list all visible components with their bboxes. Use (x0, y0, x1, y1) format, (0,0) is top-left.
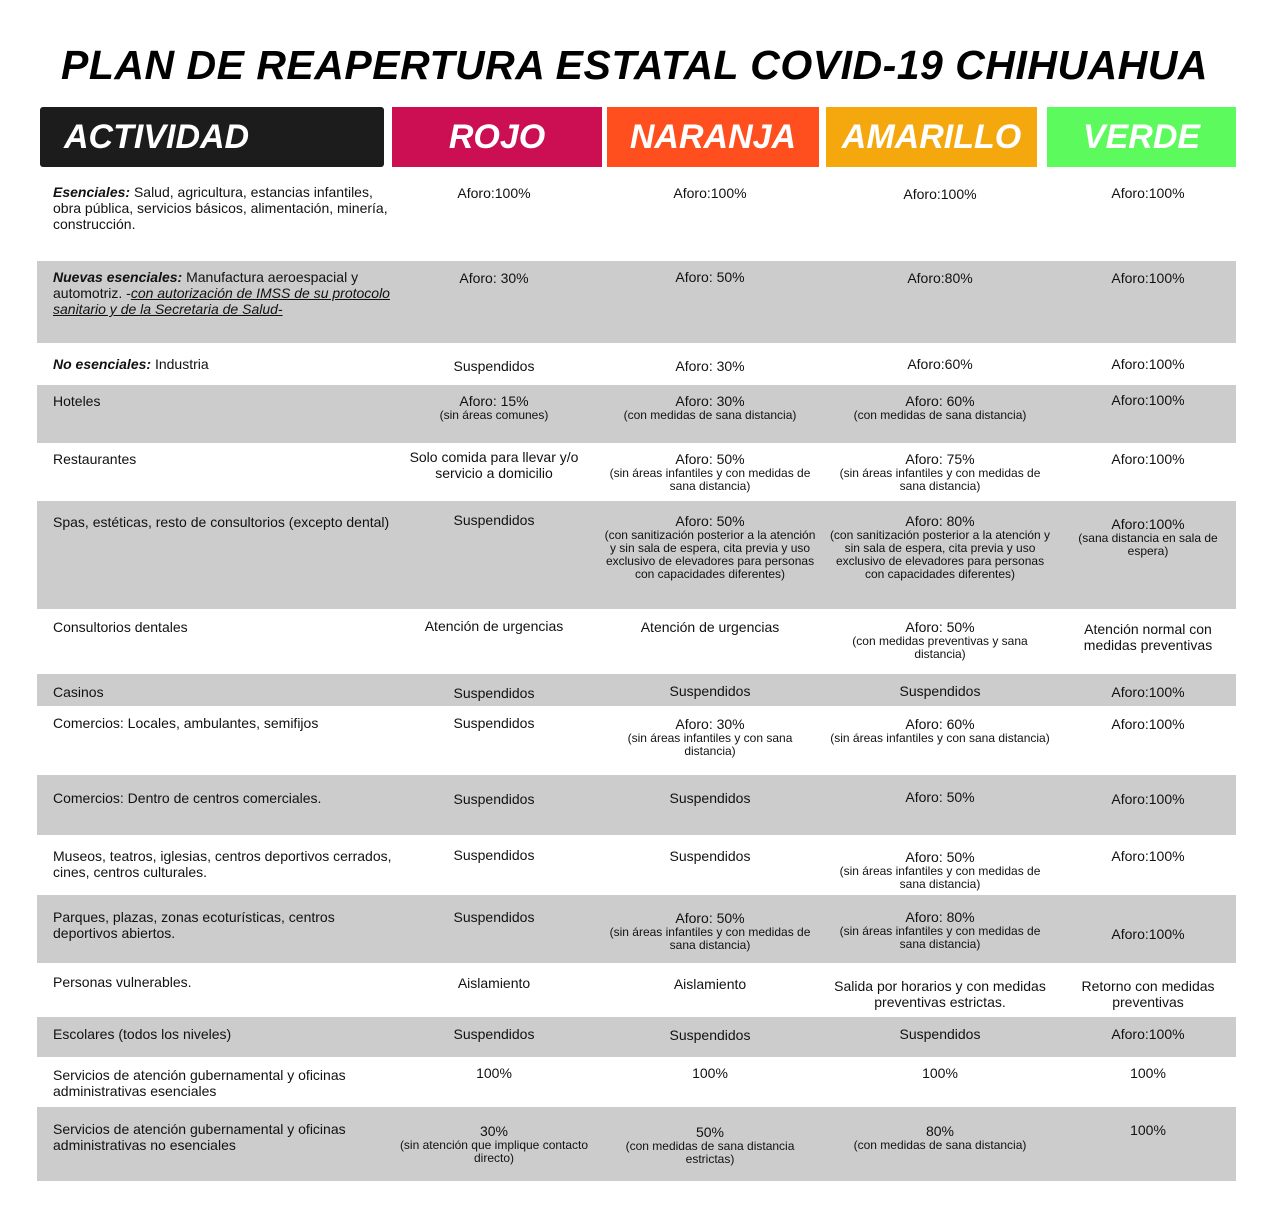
amarillo-note: (con medidas de sana distancia) (853, 1138, 1027, 1152)
naranja-value: Aforo: 50% (675, 451, 745, 467)
amarillo-cell (827, 619, 1053, 661)
verde-cell (1063, 451, 1233, 467)
activity-text: Manufactura aeroespacial y automotriz. - (53, 269, 359, 301)
rojo-note: (sin atención que implique contacto directo) (399, 1138, 589, 1165)
naranja-value: Aislamiento (673, 976, 747, 992)
amarillo-value: Aforo:80% (907, 270, 973, 286)
table-row (37, 835, 1236, 895)
naranja-cell (601, 451, 819, 493)
amarillo-value: 100% (922, 1065, 958, 1081)
activity-cell (53, 974, 393, 990)
table-row (37, 609, 1236, 674)
activity-text: Casinos (53, 684, 104, 700)
verde-cell (1063, 356, 1233, 372)
amarillo-value: Aforo: 80% (905, 513, 975, 529)
amarillo-cell (827, 1026, 1053, 1042)
verde-cell (1063, 926, 1233, 942)
rojo-value: Suspendidos (453, 685, 535, 701)
activity-text: Industria (151, 356, 209, 372)
naranja-value: Suspendidos (669, 790, 751, 806)
naranja-value: Aforo: 50% (675, 910, 745, 926)
activity-text: Servicios de atención gubernamental y oficinas administrativas no esenciales (53, 1121, 346, 1153)
rojo-cell (385, 847, 603, 863)
header-rojo: ROJO (392, 107, 602, 167)
naranja-cell (601, 393, 819, 422)
table-row (37, 775, 1236, 835)
rojo-cell (385, 270, 603, 286)
activity-text: Consultorios dentales (53, 619, 188, 635)
verde-cell (1063, 716, 1233, 732)
activity-cell (53, 1026, 393, 1042)
naranja-value: 50% (695, 1124, 725, 1140)
amarillo-value: Aforo: 50% (905, 619, 975, 635)
amarillo-cell (827, 186, 1053, 202)
activity-text: Servicios de atención gubernamental y oficinas administrativas esenciales (53, 1067, 346, 1099)
amarillo-value: Aforo: 80% (905, 909, 975, 925)
amarillo-value: Aforo:60% (907, 356, 973, 372)
naranja-cell (601, 513, 819, 581)
verde-value: Retorno con medidas preventivas (1081, 978, 1215, 1010)
activity-text: Museos, teatros, iglesias, centros deportivos cerrados, cines, centros culturales. (53, 848, 392, 880)
amarillo-value: Aforo: 50% (905, 849, 975, 865)
naranja-value: Aforo:100% (673, 185, 747, 201)
activity-cell (53, 790, 393, 806)
table-row (37, 343, 1236, 385)
activity-cell (53, 451, 393, 467)
activity-cell (53, 715, 393, 731)
amarillo-note: (con medidas preventivas y sana distancia) (852, 634, 1028, 661)
rojo-value: Suspendidos (453, 358, 535, 374)
table-row (37, 1017, 1236, 1057)
amarillo-value: Salida por horarios y con medidas preventivas estrictas. (834, 978, 1046, 1010)
rojo-value: 30% (479, 1123, 509, 1139)
table-row (37, 177, 1236, 261)
naranja-value: Aforo: 50% (675, 269, 745, 285)
activity-text: Comercios: Dentro de centros comerciales. (53, 790, 322, 806)
rojo-cell (385, 512, 603, 528)
activity-text: Comercios: Locales, ambulantes, semifijos (53, 715, 319, 731)
activity-cell (53, 619, 393, 635)
naranja-cell (601, 1065, 819, 1081)
table-row (37, 674, 1236, 706)
rojo-cell (385, 791, 603, 807)
verde-cell (1063, 516, 1233, 558)
header-amarillo: AMARILLO (826, 107, 1037, 167)
rojo-value: Suspendidos (453, 512, 535, 528)
amarillo-note: (sin áreas infantiles y con medidas de sana distancia) (839, 864, 1041, 891)
rojo-value: Suspendidos (453, 847, 535, 863)
rojo-cell (385, 975, 603, 991)
rojo-value: Suspendidos (453, 715, 535, 731)
amarillo-cell (827, 789, 1053, 805)
naranja-note: (con medidas de sana distancia estrictas) (625, 1139, 795, 1166)
activity-cell (53, 184, 393, 232)
verde-value: Aforo:100% (1111, 516, 1185, 532)
verde-value: Aforo:100% (1111, 926, 1185, 942)
amarillo-cell (827, 978, 1053, 1010)
verde-cell (1063, 1026, 1233, 1042)
table-row (37, 1057, 1236, 1107)
verde-cell (1063, 684, 1233, 700)
amarillo-cell (827, 451, 1053, 493)
verde-cell (1063, 848, 1233, 864)
amarillo-value: Aforo: 60% (905, 393, 975, 409)
rojo-cell (385, 715, 603, 731)
verde-cell (1063, 791, 1233, 807)
naranja-note: (sin áreas infantiles y con medidas de sana distancia) (609, 925, 811, 952)
rojo-value: Aforo: 30% (459, 270, 529, 286)
amarillo-cell (827, 513, 1053, 581)
activity-cell (53, 514, 393, 530)
activity-cell (53, 1121, 393, 1153)
amarillo-cell (827, 1123, 1053, 1152)
amarillo-note: (con medidas de sana distancia) (853, 408, 1027, 422)
table-row (37, 501, 1236, 609)
naranja-cell (601, 358, 819, 374)
verde-value: 100% (1130, 1065, 1166, 1081)
activity-text: Spas, estéticas, resto de consultorios (excepto dental) (53, 514, 390, 530)
verde-cell (1063, 978, 1233, 1010)
verde-value: 100% (1130, 1122, 1166, 1138)
rojo-cell (385, 185, 603, 201)
amarillo-value: 80% (925, 1123, 955, 1139)
naranja-value: Aforo: 30% (675, 716, 745, 732)
naranja-value: Aforo: 30% (675, 358, 745, 374)
verde-value: Aforo:100% (1111, 185, 1185, 201)
activity-text: Hoteles (53, 393, 101, 409)
amarillo-note: (sin áreas infantiles y con medidas de sana distancia) (839, 924, 1041, 951)
activity-text: Restaurantes (53, 451, 137, 467)
verde-value: Aforo:100% (1111, 270, 1185, 286)
naranja-value: Suspendidos (669, 683, 751, 699)
amarillo-cell (827, 849, 1053, 891)
amarillo-value: Aforo: 60% (905, 716, 975, 732)
naranja-value: Suspendidos (669, 1027, 751, 1043)
amarillo-cell (827, 716, 1053, 745)
activity-cell (53, 684, 393, 700)
amarillo-cell (827, 393, 1053, 422)
rojo-value: Atención de urgencias (424, 618, 564, 634)
amarillo-cell (827, 270, 1053, 286)
rojo-value: Suspendidos (453, 909, 535, 925)
activity-cell (53, 1067, 393, 1099)
naranja-value: Aforo: 30% (675, 393, 745, 409)
header-naranja: NARANJA (607, 107, 819, 167)
naranja-cell (601, 1124, 819, 1166)
table-row (37, 1107, 1236, 1181)
naranja-cell (601, 790, 819, 806)
naranja-value: Atención de urgencias (640, 619, 780, 635)
activity-cell (53, 269, 393, 317)
rojo-value: Aforo: 15% (459, 393, 529, 409)
verde-note: (sana distancia en sala de espera) (1078, 531, 1218, 558)
amarillo-note: (sin áreas infantiles y con medidas de sana distancia) (839, 466, 1041, 493)
amarillo-value: Suspendidos (899, 683, 981, 699)
verde-cell (1063, 270, 1233, 286)
header-actividad: ACTIVIDAD (40, 107, 384, 167)
naranja-cell (601, 848, 819, 864)
amarillo-value: Suspendidos (899, 1026, 981, 1042)
amarillo-cell (827, 683, 1053, 699)
amarillo-value: Aforo: 50% (905, 789, 975, 805)
amarillo-value: Aforo: 75% (905, 451, 975, 467)
amarillo-note: (sin áreas infantiles y con sana distancia) (830, 731, 1050, 745)
naranja-cell (601, 1027, 819, 1043)
amarillo-cell (827, 909, 1053, 951)
table-row (37, 261, 1236, 343)
naranja-cell (601, 185, 819, 201)
verde-value: Aforo:100% (1111, 791, 1185, 807)
activity-note: con autorización de IMSS de su protocolo sanitario y de la Secretaria de Salud- (53, 285, 390, 317)
rojo-cell (385, 449, 603, 481)
naranja-value: 100% (692, 1065, 728, 1081)
rojo-cell (385, 618, 603, 634)
activity-cell (53, 848, 393, 880)
verde-cell (1063, 392, 1233, 408)
naranja-note: (sin áreas infantiles y con medidas de sana distancia) (609, 466, 811, 493)
amarillo-value: Aforo:100% (903, 186, 977, 202)
rojo-cell (385, 393, 603, 422)
amarillo-note: (con sanitización posterior a la atención y sin sala de espera, cita previa y uso exclusivo de elevadores para personas con capacidades diferentes) (829, 528, 1051, 581)
activity-text: Escolares (todos los niveles) (53, 1026, 232, 1042)
table-row (37, 385, 1236, 443)
verde-value: Atención normal con medidas preventivas (1083, 621, 1213, 653)
naranja-note: (con medidas de sana distancia) (623, 408, 797, 422)
rojo-value: Solo comida para llevar y/o servicio a domicilio (409, 449, 579, 481)
page-title: PLAN DE REAPERTURA ESTATAL COVID-19 CHIHUAHUA (60, 42, 1209, 88)
rojo-value: Suspendidos (453, 1026, 535, 1042)
verde-cell (1063, 621, 1233, 653)
naranja-cell (601, 683, 819, 699)
naranja-cell (601, 269, 819, 285)
activity-text: Parques, plazas, zonas ecoturísticas, centros deportivos abiertos. (53, 909, 335, 941)
table-row (37, 963, 1236, 1017)
activity-text: Personas vulnerables. (53, 974, 192, 990)
rojo-value: Suspendidos (453, 791, 535, 807)
table-row (37, 895, 1236, 963)
verde-value: Aforo:100% (1111, 716, 1185, 732)
verde-value: Aforo:100% (1111, 684, 1185, 700)
naranja-note: (con sanitización posterior a la atención y sin sala de espera, cita previa y uso exclusivo de elevadores para personas con capacidades diferentes) (604, 528, 816, 581)
amarillo-cell (827, 356, 1053, 372)
rojo-cell (385, 909, 603, 925)
verde-value: Aforo:100% (1111, 392, 1185, 408)
naranja-value: Suspendidos (669, 848, 751, 864)
rojo-value: Aforo:100% (457, 185, 531, 201)
verde-value: Aforo:100% (1111, 1026, 1185, 1042)
verde-value: Aforo:100% (1111, 356, 1185, 372)
verde-cell (1063, 185, 1233, 201)
verde-value: Aforo:100% (1111, 451, 1185, 467)
rojo-value: 100% (476, 1065, 512, 1081)
table-row (37, 706, 1236, 775)
rojo-value: Aislamiento (457, 975, 531, 991)
activity-cell (53, 909, 393, 941)
verde-cell (1063, 1065, 1233, 1081)
activity-text: Salud, agricultura, estancias infantiles, obra pública, servicios básicos, alimentación, minería, construcción. (53, 184, 388, 232)
naranja-note: (sin áreas infantiles y con sana distancia) (627, 731, 793, 758)
rojo-cell (385, 1123, 603, 1165)
rojo-cell (385, 1065, 603, 1081)
table-row (37, 443, 1236, 501)
naranja-cell (601, 619, 819, 635)
rojo-cell (385, 685, 603, 701)
naranja-cell (601, 716, 819, 758)
header-verde: VERDE (1047, 107, 1236, 167)
rojo-note: (sin áreas comunes) (439, 408, 549, 422)
naranja-cell (601, 976, 819, 992)
verde-value: Aforo:100% (1111, 848, 1185, 864)
activity-category-label: No esenciales: (53, 356, 152, 372)
rojo-cell (385, 1026, 603, 1042)
naranja-value: Aforo: 50% (675, 513, 745, 529)
activity-cell (53, 356, 393, 372)
verde-cell (1063, 1122, 1233, 1138)
activity-category-label: Nuevas esenciales: (53, 269, 183, 285)
activity-cell (53, 393, 393, 409)
naranja-cell (601, 910, 819, 952)
rojo-cell (385, 358, 603, 374)
amarillo-cell (827, 1065, 1053, 1081)
activity-category-label: Esenciales: (53, 184, 131, 200)
